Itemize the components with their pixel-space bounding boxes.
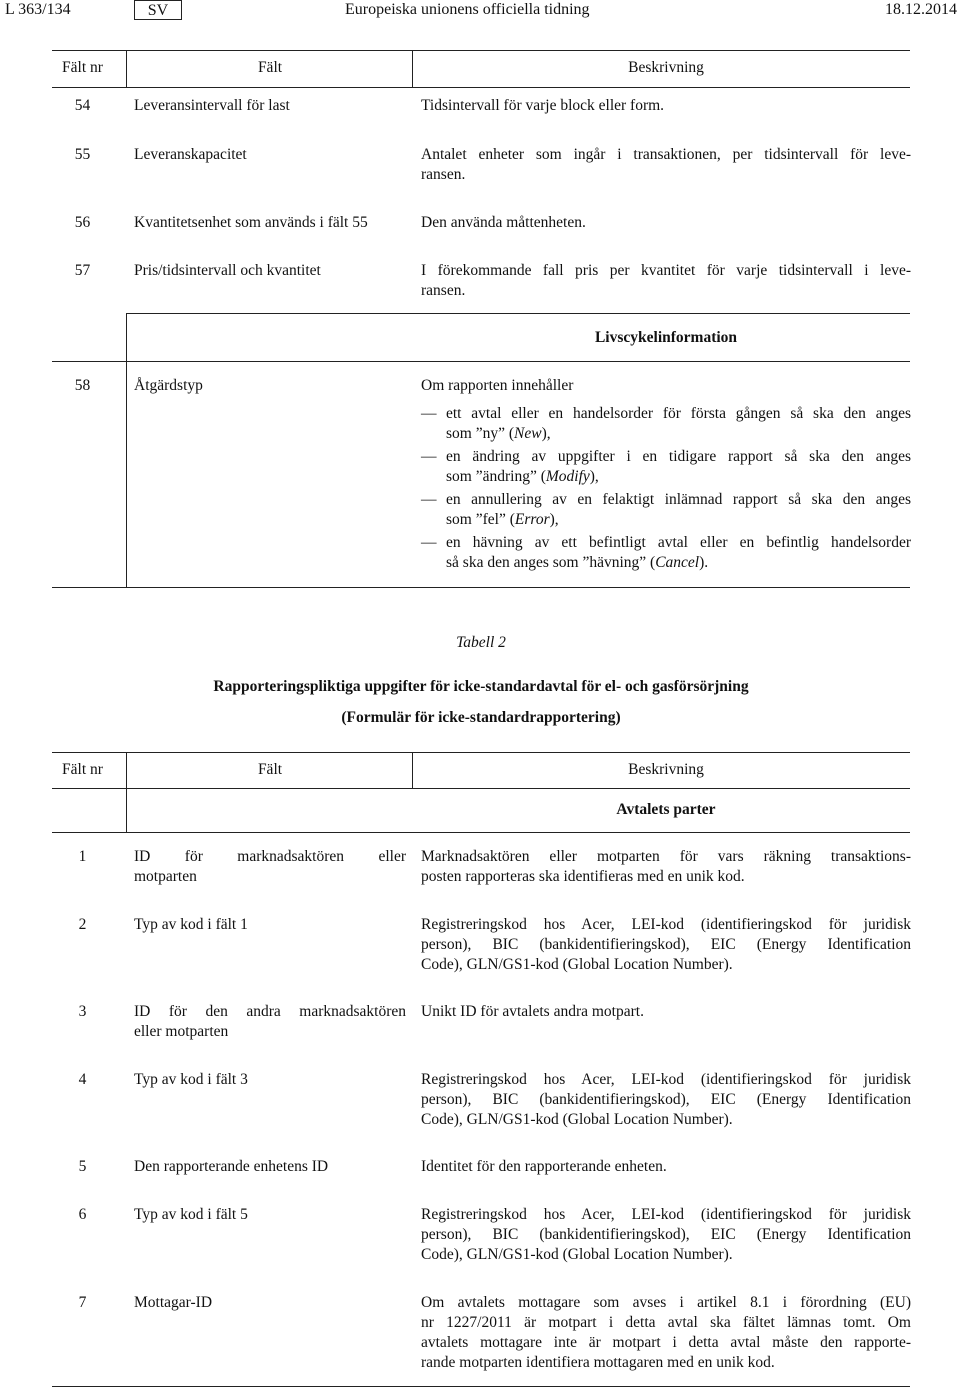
list-item-text: en ändring av uppgifter i en tidigare rapport så ska den anges — [446, 448, 911, 465]
field-number: 6 — [78, 1206, 87, 1223]
table-rule — [52, 832, 910, 833]
field-name: eller motparten — [134, 1023, 229, 1040]
field-number: 3 — [78, 1003, 87, 1020]
list-item — [421, 447, 911, 487]
field-name: Typ av kod i fält 5 — [134, 1206, 248, 1223]
field-name: Typ av kod i fält 1 — [134, 916, 248, 933]
list-item — [421, 404, 911, 444]
column-divider — [126, 313, 127, 587]
table-rule — [52, 587, 910, 588]
field-number: 7 — [78, 1294, 87, 1311]
field-name: Mottagar-ID — [134, 1294, 213, 1311]
column-header-nr: Fält nr — [62, 761, 103, 778]
field-name: Leveransintervall för last — [134, 97, 290, 114]
column-header-field: Fält — [257, 761, 283, 778]
column-header-field: Fält — [257, 59, 283, 76]
dash-bullet: — — [421, 534, 437, 551]
field-number: 5 — [78, 1158, 87, 1175]
section-heading: Avtalets parter — [616, 801, 716, 818]
field-name: Leveranskapacitet — [134, 146, 247, 163]
journal-title: Europeiska unionens officiella tidning — [345, 1, 590, 18]
field-name: Åtgärdstyp — [134, 377, 203, 394]
list-item — [421, 490, 911, 530]
field-name: ID för den andra marknadsaktören — [134, 1003, 406, 1020]
list-item-text: ett avtal eller en handelsorder för första gången så ska den anges — [446, 405, 911, 422]
field-number: 1 — [78, 848, 87, 865]
table-rule — [52, 1386, 910, 1387]
field-description: Om avtalets mottagare som avses i artikel 8.1 i förordning (EU) — [421, 1294, 911, 1311]
field-description: ransen. — [421, 282, 466, 299]
list-item-text: som ”ny” (New), — [446, 425, 551, 442]
field-description: Antalet enheter som ingår i transaktionen, per tidsintervall för leve- — [421, 146, 911, 163]
field-description: Code), GLN/GS1-kod (Global Location Number). — [421, 956, 733, 973]
field-number: 58 — [74, 377, 91, 394]
field-description: nr 1227/2011 är motpart i detta avtal ska fältet lämnas tomt. Om — [421, 1314, 911, 1331]
list-item-text: som ”fel” (Error), — [446, 511, 559, 528]
field-description: Identitet för den rapporterande enheten. — [421, 1158, 667, 1175]
table-rule — [52, 788, 910, 789]
field-description: Code), GLN/GS1-kod (Global Location Number). — [421, 1111, 733, 1128]
column-header-description: Beskrivning — [628, 59, 704, 76]
column-divider — [412, 50, 413, 87]
table-subtitle: (Formulär för icke-standardrapportering) — [341, 709, 621, 726]
table-rule — [52, 50, 910, 51]
field-name: Typ av kod i fält 3 — [134, 1071, 248, 1088]
field-number: 4 — [78, 1071, 87, 1088]
list-item — [421, 533, 911, 573]
field-description: person), BIC (bankidentifieringskod), EIC (Energy Identification — [421, 1226, 911, 1243]
list-item-text: så ska den anges som ”hävning” (Cancel). — [446, 554, 709, 571]
field-description: Registreringskod hos Acer, LEI-kod (identifieringskod för juridisk — [421, 916, 911, 933]
table-rule — [52, 361, 910, 362]
section-heading: Livscykelinformation — [594, 329, 738, 346]
language-badge: SV — [134, 0, 182, 20]
publication-date: 18.12.2014 — [885, 1, 957, 18]
column-divider — [126, 788, 127, 832]
field-description: Registreringskod hos Acer, LEI-kod (identifieringskod för juridisk — [421, 1206, 911, 1223]
field-number: 57 — [74, 262, 91, 279]
page-header — [0, 0, 960, 20]
list-item-text: en hävning av ett befintligt avtal eller en befintlig handelsorder — [446, 534, 911, 551]
field-description: I förekommande fall pris per kvantitet för varje tidsintervall i leve- — [421, 262, 911, 279]
field-description: Registreringskod hos Acer, LEI-kod (identifieringskod för juridisk — [421, 1071, 911, 1088]
field-description: avtalets mottagare inte är motpart i detta avtal måste den rapporte- — [421, 1334, 911, 1351]
field-description: person), BIC (bankidentifieringskod), EIC (Energy Identification — [421, 936, 911, 953]
field-number: 54 — [74, 97, 91, 114]
field-description: rande motparten identifiera mottagaren med en unik kod. — [421, 1354, 775, 1371]
field-description: Unikt ID för avtalets andra motpart. — [421, 1003, 644, 1020]
column-divider — [126, 50, 127, 87]
field-name: Kvantitetsenhet som används i fält 55 — [134, 214, 368, 231]
field-name: Den rapporterande enhetens ID — [134, 1158, 329, 1175]
table-rule — [52, 87, 910, 88]
column-divider — [126, 752, 127, 788]
field-number: 56 — [74, 214, 91, 231]
list-item-text: en annullering av en felaktigt inlämnad rapport så ska den anges — [446, 491, 911, 508]
table-label: Tabell 2 — [456, 634, 506, 651]
column-divider — [412, 752, 413, 788]
column-header-description: Beskrivning — [628, 761, 704, 778]
field-description: Om rapporten innehåller — [421, 377, 574, 394]
dash-bullet: — — [421, 491, 437, 508]
field-description: Den använda måttenheten. — [421, 214, 586, 231]
field-description: person), BIC (bankidentifieringskod), EIC (Energy Identification — [421, 1091, 911, 1108]
field-description: Tidsintervall för varje block eller form. — [421, 97, 665, 114]
table-rule — [126, 313, 910, 314]
list-item-text: som ”ändring” (Modify), — [446, 468, 599, 485]
field-description: posten rapporteras ska identifieras med en unik kod. — [421, 868, 745, 885]
dash-bullet: — — [421, 448, 437, 465]
column-header-nr: Fält nr — [62, 59, 103, 76]
dash-bullet: — — [421, 405, 437, 422]
field-number: 55 — [74, 146, 91, 163]
field-description: ransen. — [421, 166, 466, 183]
field-name: motparten — [134, 868, 197, 885]
table-title: Rapporteringspliktiga uppgifter för icke-standardavtal för el- och gasförsörjning — [213, 678, 749, 695]
page-number: L 363/134 — [5, 1, 71, 18]
field-name: Pris/tidsintervall och kvantitet — [134, 262, 321, 279]
field-description: Code), GLN/GS1-kod (Global Location Number). — [421, 1246, 733, 1263]
field-number: 2 — [78, 916, 87, 933]
field-description: Marknadsaktören eller motparten för vars räkning transaktions- — [421, 848, 911, 865]
field-name: ID för marknadsaktören eller — [134, 848, 406, 865]
table-rule — [52, 752, 910, 753]
